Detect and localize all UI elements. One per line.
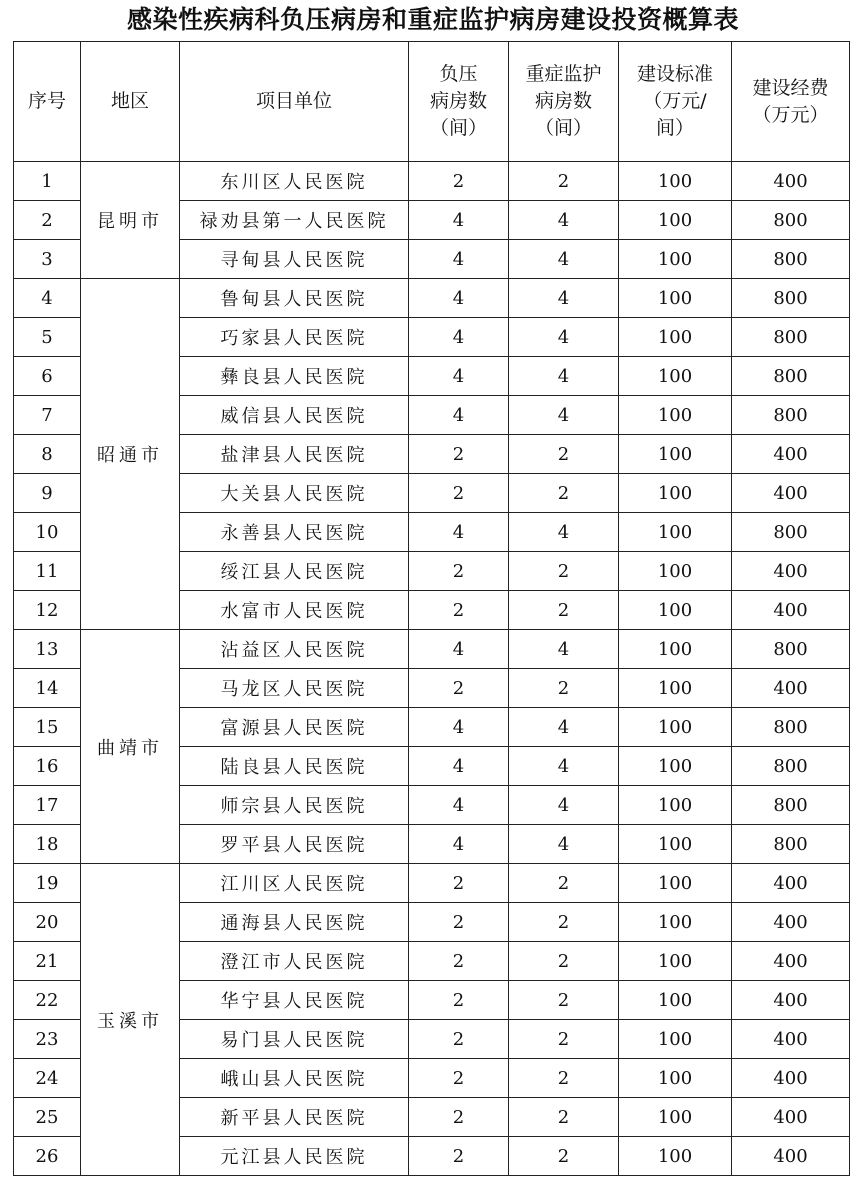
seq-cell: 15 — [14, 708, 81, 747]
icu-rooms-cell: 4 — [509, 747, 619, 786]
negative-pressure-rooms-cell: 4 — [409, 708, 509, 747]
negative-pressure-rooms-cell: 2 — [409, 942, 509, 981]
cost-cell: 400 — [732, 1020, 850, 1059]
unit-cell: 罗平县人民医院 — [180, 825, 409, 864]
region-cell: 曲靖市 — [81, 630, 180, 864]
negative-pressure-rooms-cell: 2 — [409, 552, 509, 591]
negative-pressure-rooms-cell: 2 — [409, 981, 509, 1020]
region-cell: 昭通市 — [81, 279, 180, 630]
standard-cell: 100 — [619, 201, 732, 240]
standard-cell: 100 — [619, 474, 732, 513]
icu-rooms-cell: 4 — [509, 513, 619, 552]
header-line: 建设标准 — [636, 63, 713, 85]
unit-cell: 峨山县人民医院 — [180, 1059, 409, 1098]
icu-rooms-cell: 2 — [509, 474, 619, 513]
cost-cell: 400 — [732, 669, 850, 708]
icu-rooms-cell: 2 — [509, 903, 619, 942]
negative-pressure-rooms-cell: 2 — [409, 1137, 509, 1176]
seq-cell: 20 — [14, 903, 81, 942]
header-line: 建设经费 — [752, 76, 829, 99]
header-line: （万元/ — [643, 90, 707, 112]
header-construction-cost — [732, 42, 850, 162]
standard-cell: 100 — [619, 786, 732, 825]
icu-rooms-cell: 2 — [509, 1059, 619, 1098]
seq-cell: 5 — [14, 318, 81, 357]
cost-cell: 800 — [732, 279, 850, 318]
region-cell: 昆明市 — [81, 162, 180, 279]
seq-cell: 12 — [14, 591, 81, 630]
seq-cell: 18 — [14, 825, 81, 864]
header-line: 重症监护 — [525, 63, 602, 85]
unit-cell: 元江县人民医院 — [180, 1137, 409, 1176]
cost-cell: 400 — [732, 1098, 850, 1137]
seq-cell: 17 — [14, 786, 81, 825]
header-line: 间） — [655, 117, 694, 139]
negative-pressure-rooms-cell: 4 — [409, 825, 509, 864]
seq-cell: 11 — [14, 552, 81, 591]
cost-cell: 800 — [732, 240, 850, 279]
seq-cell: 19 — [14, 864, 81, 903]
standard-cell: 100 — [619, 396, 732, 435]
icu-rooms-cell: 4 — [509, 279, 619, 318]
icu-rooms-cell: 4 — [509, 201, 619, 240]
unit-cell: 鲁甸县人民医院 — [180, 279, 409, 318]
seq-cell: 16 — [14, 747, 81, 786]
standard-cell: 100 — [619, 591, 732, 630]
unit-cell: 彝良县人民医院 — [180, 357, 409, 396]
cost-cell: 400 — [732, 591, 850, 630]
table-row — [14, 864, 850, 903]
negative-pressure-rooms-cell: 2 — [409, 435, 509, 474]
standard-cell: 100 — [619, 825, 732, 864]
icu-rooms-cell: 2 — [509, 669, 619, 708]
icu-rooms-cell: 2 — [509, 1137, 619, 1176]
cost-cell: 400 — [732, 864, 850, 903]
cost-cell: 800 — [732, 513, 850, 552]
unit-cell: 水富市人民医院 — [180, 591, 409, 630]
unit-cell: 绥江县人民医院 — [180, 552, 409, 591]
header-unit: 项目单位 — [180, 42, 409, 162]
icu-rooms-cell: 2 — [509, 552, 619, 591]
negative-pressure-rooms-cell: 4 — [409, 630, 509, 669]
icu-rooms-cell: 4 — [509, 786, 619, 825]
negative-pressure-rooms-cell: 2 — [409, 1059, 509, 1098]
unit-cell: 华宁县人民医院 — [180, 981, 409, 1020]
header-seq: 序号 — [14, 42, 81, 162]
unit-cell: 易门县人民医院 — [180, 1020, 409, 1059]
icu-rooms-cell: 2 — [509, 162, 619, 201]
unit-cell: 寻甸县人民医院 — [180, 240, 409, 279]
region-cell: 玉溪市 — [81, 864, 180, 1176]
standard-cell: 100 — [619, 981, 732, 1020]
negative-pressure-rooms-cell: 2 — [409, 1020, 509, 1059]
header-construction-standard — [619, 42, 732, 162]
unit-cell: 马龙区人民医院 — [180, 669, 409, 708]
table-row — [14, 630, 850, 669]
unit-cell: 威信县人民医院 — [180, 396, 409, 435]
cost-cell: 800 — [732, 318, 850, 357]
cost-cell: 800 — [732, 825, 850, 864]
icu-rooms-cell: 4 — [509, 318, 619, 357]
investment-table — [13, 41, 850, 1176]
cost-cell: 400 — [732, 1059, 850, 1098]
seq-cell: 9 — [14, 474, 81, 513]
icu-rooms-cell: 2 — [509, 864, 619, 903]
cost-cell: 400 — [732, 903, 850, 942]
cost-cell: 400 — [732, 942, 850, 981]
standard-cell: 100 — [619, 1020, 732, 1059]
header-line: （间） — [429, 117, 487, 139]
standard-cell: 100 — [619, 318, 732, 357]
negative-pressure-rooms-cell: 2 — [409, 864, 509, 903]
cost-cell: 800 — [732, 396, 850, 435]
header-line: 病房数 — [429, 90, 487, 112]
icu-rooms-cell: 4 — [509, 240, 619, 279]
unit-cell: 富源县人民医院 — [180, 708, 409, 747]
seq-cell: 7 — [14, 396, 81, 435]
seq-cell: 24 — [14, 1059, 81, 1098]
cost-cell: 800 — [732, 357, 850, 396]
negative-pressure-rooms-cell: 2 — [409, 474, 509, 513]
negative-pressure-rooms-cell: 4 — [409, 357, 509, 396]
standard-cell: 100 — [619, 279, 732, 318]
icu-rooms-cell: 2 — [509, 591, 619, 630]
standard-cell: 100 — [619, 552, 732, 591]
negative-pressure-rooms-cell: 4 — [409, 201, 509, 240]
standard-cell: 100 — [619, 864, 732, 903]
seq-cell: 22 — [14, 981, 81, 1020]
header-line: 病房数 — [534, 90, 592, 112]
negative-pressure-rooms-cell: 2 — [409, 903, 509, 942]
icu-rooms-cell: 4 — [509, 708, 619, 747]
cost-cell: 400 — [732, 1137, 850, 1176]
cost-cell: 800 — [732, 786, 850, 825]
negative-pressure-rooms-cell: 4 — [409, 513, 509, 552]
negative-pressure-rooms-cell: 2 — [409, 1098, 509, 1137]
seq-cell: 10 — [14, 513, 81, 552]
unit-cell: 澄江市人民医院 — [180, 942, 409, 981]
standard-cell: 100 — [619, 903, 732, 942]
negative-pressure-rooms-cell: 2 — [409, 669, 509, 708]
table-header-row — [14, 42, 850, 162]
negative-pressure-rooms-cell: 4 — [409, 396, 509, 435]
unit-cell: 通海县人民医院 — [180, 903, 409, 942]
seq-cell: 25 — [14, 1098, 81, 1137]
header-line: （间） — [534, 117, 592, 139]
icu-rooms-cell: 4 — [509, 630, 619, 669]
cost-cell: 400 — [732, 474, 850, 513]
standard-cell: 100 — [619, 747, 732, 786]
negative-pressure-rooms-cell: 4 — [409, 279, 509, 318]
standard-cell: 100 — [619, 1059, 732, 1098]
icu-rooms-cell: 2 — [509, 1020, 619, 1059]
negative-pressure-rooms-cell: 2 — [409, 162, 509, 201]
unit-cell: 东川区人民医院 — [180, 162, 409, 201]
standard-cell: 100 — [619, 357, 732, 396]
cost-cell: 400 — [732, 552, 850, 591]
seq-cell: 3 — [14, 240, 81, 279]
standard-cell: 100 — [619, 513, 732, 552]
unit-cell: 新平县人民医院 — [180, 1098, 409, 1137]
page-title: 感染性疾病科负压病房和重症监护病房建设投资概算表 — [126, 5, 739, 34]
negative-pressure-rooms-cell: 4 — [409, 747, 509, 786]
seq-cell: 6 — [14, 357, 81, 396]
unit-cell: 禄劝县第一人民医院 — [180, 201, 409, 240]
unit-cell: 巧家县人民医院 — [180, 318, 409, 357]
cost-cell: 800 — [732, 708, 850, 747]
cost-cell: 400 — [732, 162, 850, 201]
negative-pressure-rooms-cell: 4 — [409, 318, 509, 357]
standard-cell: 100 — [619, 162, 732, 201]
standard-cell: 100 — [619, 240, 732, 279]
seq-cell: 14 — [14, 669, 81, 708]
standard-cell: 100 — [619, 942, 732, 981]
negative-pressure-rooms-cell: 4 — [409, 240, 509, 279]
table-row — [14, 162, 850, 201]
unit-cell: 大关县人民医院 — [180, 474, 409, 513]
seq-cell: 23 — [14, 1020, 81, 1059]
icu-rooms-cell: 2 — [509, 981, 619, 1020]
seq-cell: 21 — [14, 942, 81, 981]
unit-cell: 永善县人民医院 — [180, 513, 409, 552]
standard-cell: 100 — [619, 435, 732, 474]
header-region: 地区 — [81, 42, 180, 162]
unit-cell: 陆良县人民医院 — [180, 747, 409, 786]
seq-cell: 4 — [14, 279, 81, 318]
standard-cell: 100 — [619, 669, 732, 708]
header-icu-rooms — [509, 42, 619, 162]
standard-cell: 100 — [619, 630, 732, 669]
header-line: 负压 — [439, 63, 478, 85]
icu-rooms-cell: 4 — [509, 357, 619, 396]
seq-cell: 2 — [14, 201, 81, 240]
cost-cell: 800 — [732, 630, 850, 669]
unit-cell: 江川区人民医院 — [180, 864, 409, 903]
cost-cell: 400 — [732, 981, 850, 1020]
cost-cell: 800 — [732, 201, 850, 240]
seq-cell: 26 — [14, 1137, 81, 1176]
table-row — [14, 279, 850, 318]
icu-rooms-cell: 2 — [509, 435, 619, 474]
icu-rooms-cell: 4 — [509, 396, 619, 435]
seq-cell: 1 — [14, 162, 81, 201]
standard-cell: 100 — [619, 708, 732, 747]
cost-cell: 800 — [732, 747, 850, 786]
header-negative-pressure-rooms — [409, 42, 509, 162]
negative-pressure-rooms-cell: 4 — [409, 786, 509, 825]
standard-cell: 100 — [619, 1137, 732, 1176]
unit-cell: 沾益区人民医院 — [180, 630, 409, 669]
negative-pressure-rooms-cell: 2 — [409, 591, 509, 630]
unit-cell: 盐津县人民医院 — [180, 435, 409, 474]
header-line: （万元） — [752, 103, 829, 126]
unit-cell: 师宗县人民医院 — [180, 786, 409, 825]
cost-cell: 400 — [732, 435, 850, 474]
icu-rooms-cell: 4 — [509, 825, 619, 864]
seq-cell: 8 — [14, 435, 81, 474]
standard-cell: 100 — [619, 1098, 732, 1137]
seq-cell: 13 — [14, 630, 81, 669]
icu-rooms-cell: 2 — [509, 1098, 619, 1137]
icu-rooms-cell: 2 — [509, 942, 619, 981]
